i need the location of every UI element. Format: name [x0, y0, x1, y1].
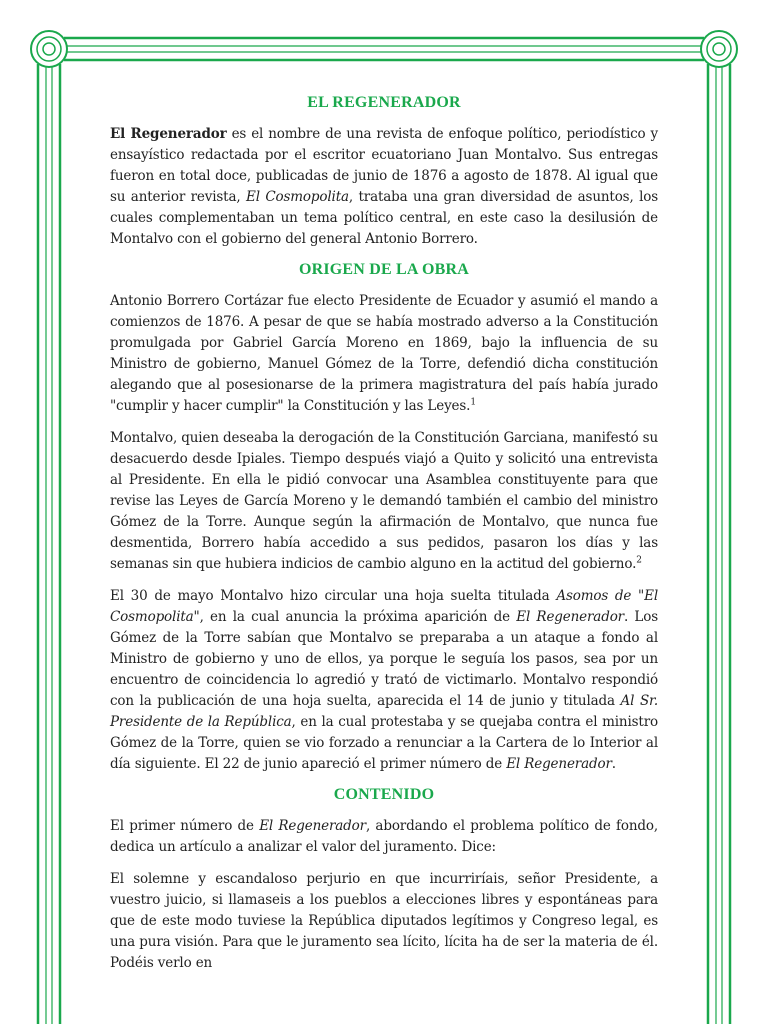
section-heading: CONTENIDO — [333, 786, 435, 803]
text-run: . — [611, 756, 616, 772]
corner-ornament-right-icon — [701, 31, 737, 67]
paragraph — [110, 586, 658, 775]
document-body — [110, 88, 658, 985]
section-heading: ORIGEN DE LA OBRA — [298, 261, 470, 278]
text-run: El solemne y escandaloso perjurio en que incurriríais, señor Presidente, a vuestro juicio, si llamaseis a los pueblos a elecciones libres y espontáneas para que de este modo tuviese la República diputados legítimos y Congreso legal, es una pura visión. Para que le juramento sea lícito, lícita ha de ser la materia de él. Podéis verlo en — [110, 871, 658, 971]
text-run: , abordando el problema político de fondo, dedica un artículo a analizar el valor del juramento. Dice: — [110, 818, 658, 855]
text-run: El 30 de mayo Montalvo hizo circular una hoja suelta titulada — [110, 588, 557, 604]
paragraph — [110, 291, 658, 417]
text-run: El primer número de — [110, 818, 260, 834]
text-run: Montalvo, quien deseaba la derogación de la Constitución Garciana, manifestó su desacuerdo desde Ipiales. Tiempo después viajó a Quito y solicitó una entrevista al Presidente. En ella le pidió convocar una Asamblea constituyente para que revise las Leyes de García Moreno y le demandó también el cambio del ministro Gómez de la Torre. Aunque según la afirmación de Montalvo, que nunca fue desmentida, Borrero había accedido a sus pedidos, pasaron los días y las semanas sin que hubiera indicios de cambio alguno en la actitud del gobierno. — [110, 430, 658, 572]
text-run: El Regenerador — [506, 756, 612, 772]
footnote-ref: 2 — [636, 555, 642, 566]
text-run: El Regenerador — [259, 818, 366, 834]
text-run: El Regenerador — [516, 609, 624, 625]
text-run: , en la cual protestaba y se quejaba contra el ministro Gómez de la Torre, quien se vio forzado a renunciar a la Cartera de lo Interior al día siguiente. El 22 de junio apareció el primer número de — [110, 714, 658, 772]
corner-ornament-left-icon — [31, 31, 67, 67]
text-run: El Cosmopolita — [245, 189, 349, 205]
text-run: , trataba una gran diversidad de asuntos, los cuales complementaban un tema político central, en este caso la desilusión de Montalvo con el gobierno del general Antonio Borrero. — [110, 189, 659, 247]
paragraph — [110, 869, 658, 974]
text-run: Al Sr. Presidente de la República — [110, 693, 658, 730]
paragraph — [110, 428, 658, 575]
text-run: Asomos de "El Cosmopolita" — [110, 588, 658, 625]
text-run: Antonio Borrero Cortázar fue electo Presidente de Ecuador y asumió el mando a comienzos de 1876. A pesar de que se había mostrado adverso a la Constitución promulgada por Gabriel García Moreno en 1869, bajo la influencia de su Ministro de gobierno, Manuel Gómez de la Torre, defendió dicha constitución alegando que al posesionarse de la primera magistratura del país había jurado "cumplir y hacer cumplir" la Constitución y las Leyes. — [110, 293, 658, 414]
text-run: , en la cual anuncia la próxima aparición de — [199, 609, 517, 625]
text-run: . Los Gómez de la Torre sabían que Montalvo se preparaba a un ataque a fondo al Ministro de gobierno y uno de ellos, ya porque le seguía los pasos, sea por un encuentro de coincidencia lo agredió y trató de victimarlo. Montalvo respondió con la publicación de una hoja suelta, aparecida el 14 de junio y titulada — [110, 609, 659, 709]
paragraph — [110, 816, 658, 858]
text-run: es el nombre de una revista de enfoque político, periodístico y ensayístico redactada por el escritor ecuatoriano Juan Montalvo. Sus entregas fueron en total doce, publicadas de junio de 1876 a agosto de 1878. Al igual que su anterior revista, — [110, 126, 658, 205]
text-run: El Regenerador — [110, 126, 227, 142]
footnote-ref: 1 — [470, 397, 476, 408]
paragraph — [110, 124, 658, 250]
section-heading: EL REGENERADOR — [307, 94, 461, 111]
